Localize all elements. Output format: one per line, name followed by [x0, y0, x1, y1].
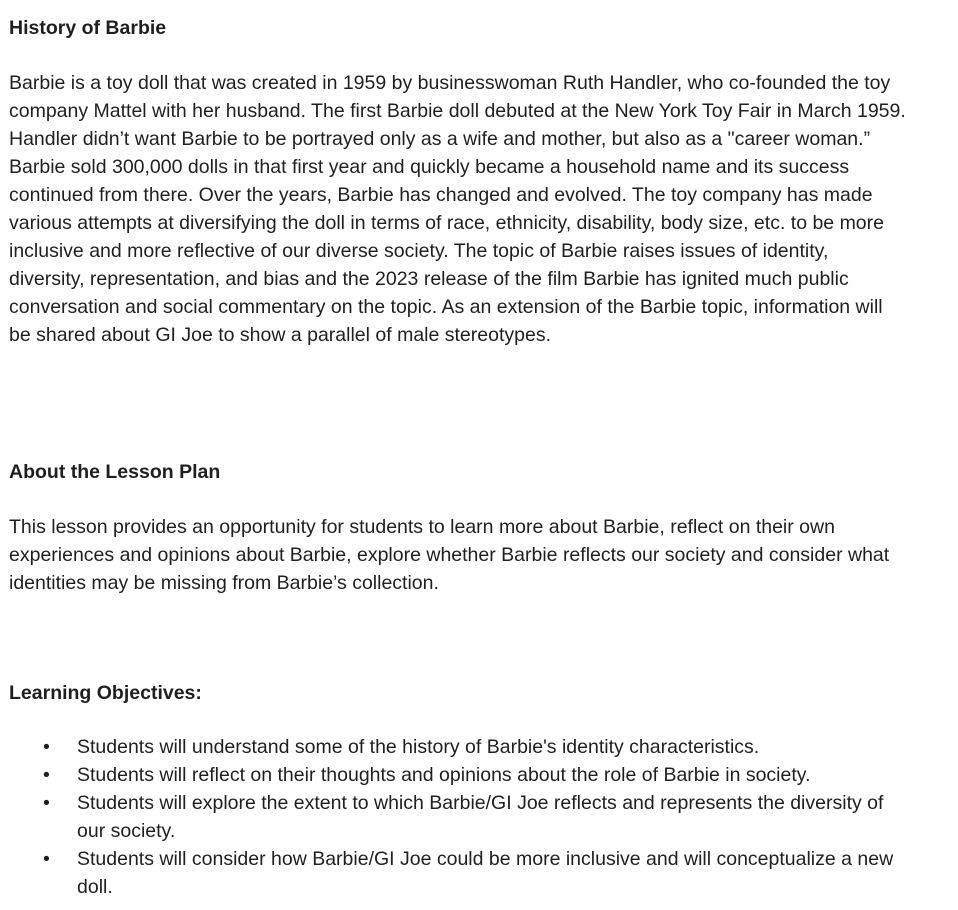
list-item [9, 733, 909, 761]
bullet-icon: • [43, 736, 50, 758]
list-item-text: Students will understand some of the history of Barbie's identity characteristics. [77, 736, 760, 758]
bullet-icon: • [43, 792, 50, 814]
history-paragraph: Barbie is a toy doll that was created in 1959 by businesswoman Ruth Handler, who co-founded the toy company Mattel with her husband. The first Barbie doll debuted at the New York Toy Fair in March 1959. Handler didn’t want Barbie to be portrayed only as a wife and mother, but also as a "career woman.” Barbie sold 300,000 dolls in that first year and quickly became a household name and its success continued from there. Over the years, Barbie has changed and evolved. The toy company has made various attempts at diversifying the doll in terms of race, ethnicity, disability, body size, etc. to be more inclusive and more reflective of our diverse society. The topic of Barbie raises issues of identity, diversity, representation, and bias and the 2023 release of the film Barbie has ignited much public conversation and social commentary on the topic. As an extension of the Barbie topic, information will be shared about GI Joe to show a parallel of male stereotypes. [9, 72, 906, 346]
list-item-text: Students will reflect on their thoughts and opinions about the role of Barbie in society. [77, 764, 811, 786]
about-heading: About the Lesson Plan [9, 461, 221, 483]
list-item-text: Students will explore the extent to which Barbie/GI Joe reflects and represents the diversity of our society. [77, 792, 884, 842]
bullet-icon: • [43, 764, 50, 786]
list-item [9, 761, 909, 789]
history-heading: History of Barbie [9, 17, 167, 39]
objectives-list [9, 733, 909, 901]
about-paragraph: This lesson provides an opportunity for students to learn more about Barbie, reflect on their own experiences and opinions about Barbie, explore whether Barbie reflects our society and consider what identities may be missing from Barbie’s collection. [9, 516, 890, 594]
list-item [9, 789, 909, 845]
objectives-heading: Learning Objectives: [9, 682, 202, 704]
list-item-text: Students will consider how Barbie/GI Joe could be more inclusive and will conceptualize a new doll. [77, 848, 894, 898]
bullet-icon: • [43, 848, 50, 870]
list-item [9, 845, 909, 901]
